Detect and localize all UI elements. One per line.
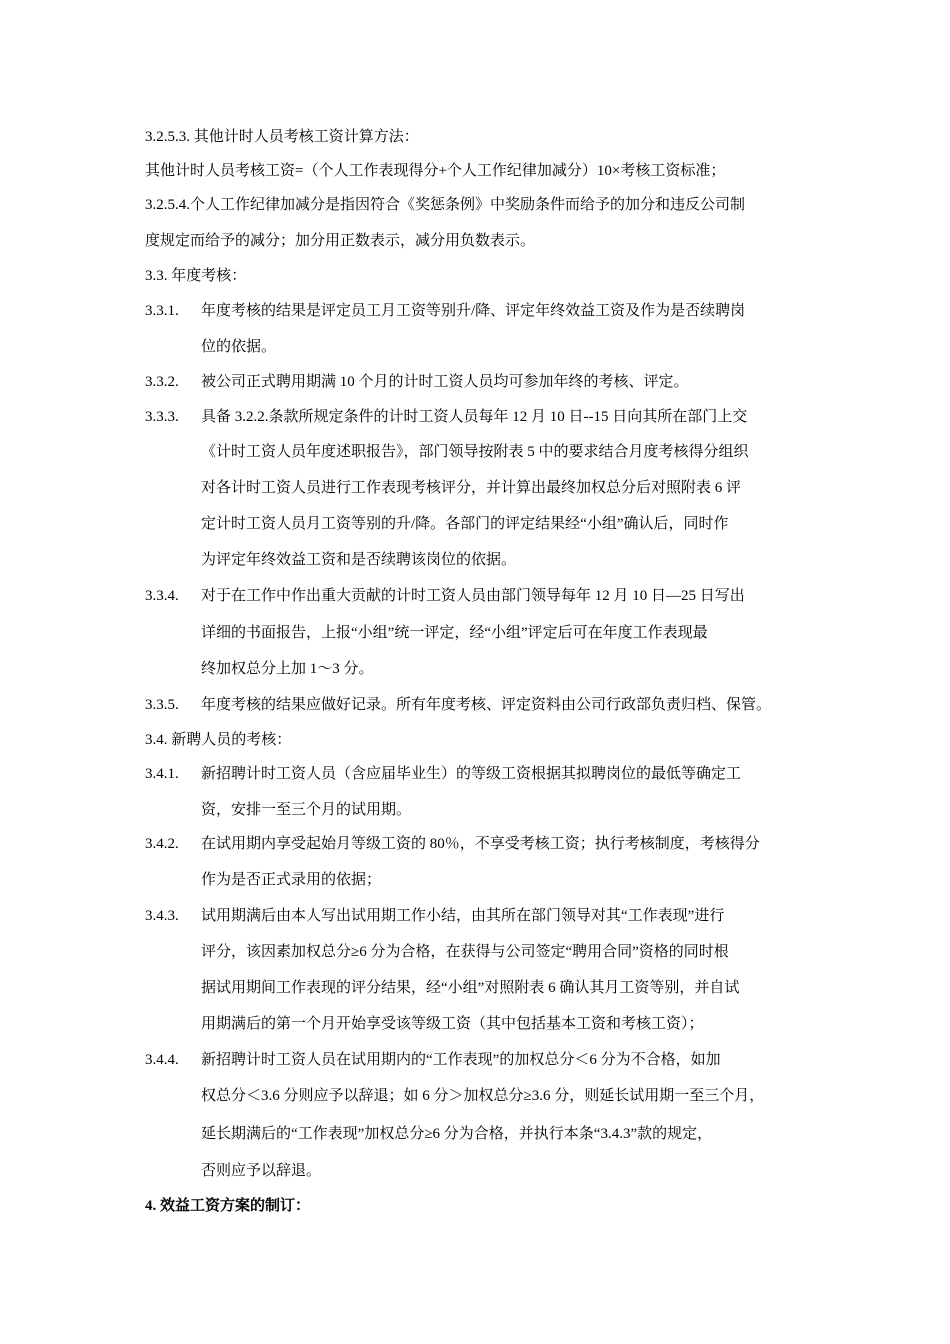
item-text-line: 定计时工资人员月工资等别的升/降。各部门的评定结果经“小组”确认后，同时作 bbox=[201, 516, 729, 532]
item-text-line: 权总分＜3.6 分则应予以辞退；如 6 分＞加权总分≥3.6 分，则延长试用期一至三个月， bbox=[201, 1088, 765, 1104]
item-number: 3.3.3. bbox=[145, 409, 179, 425]
item-text-line: 详细的书面报告，上报“小组”统一评定，经“小组”评定后可在年度工作表现最 bbox=[201, 625, 708, 641]
paragraph-3-2-5-4-cont: 度规定而给予的减分；加分用正数表示，减分用负数表示。 bbox=[145, 233, 536, 249]
item-number: 3.3.4. bbox=[145, 588, 179, 604]
item-text-line: 试用期满后由本人写出试用期工作小结，由其所在部门领导对其“工作表现”进行 bbox=[201, 908, 725, 924]
paragraph-3-2-5-4: 3.2.5.4.个人工作纪律加减分是指因符合《奖惩条例》中奖励条件而给予的加分和违反公司制 bbox=[145, 197, 746, 213]
item-text-line: 评分，该因素加权总分≥6 分为合格，在获得与公司签定“聘用合同”资格的同时根 bbox=[201, 944, 729, 960]
item-text-line: 资，安排一至三个月的试用期。 bbox=[201, 802, 412, 818]
paragraph-formula: 其他计时人员考核工资=（个人工作表现得分+个人工作纪律加减分）10×考核工资标准； bbox=[145, 163, 726, 179]
item-text-line: 对于在工作中作出重大贡献的计时工资人员由部门领导每年 12 月 10 日—25 日写出 bbox=[201, 588, 745, 604]
item-text-line: 具备 3.2.2.条款所规定条件的计时工资人员每年 12 月 10 日--15 日向其所在部门上交 bbox=[201, 409, 748, 425]
item-text-line: 终加权总分上加 1～3 分。 bbox=[201, 661, 374, 677]
paragraph-3-2-5-3: 3.2.5.3. 其他计时人员考核工资计算方法： bbox=[145, 129, 419, 145]
item-text-line: 延长期满后的“工作表现”加权总分≥6 分为合格，并执行本条“3.4.3”款的规定， bbox=[201, 1126, 713, 1142]
item-text-line: 作为是否正式录用的依据； bbox=[201, 872, 382, 888]
item-text-line: 在试用期内享受起始月等级工资的 80％，不享受考核工资；执行考核制度，考核得分 bbox=[201, 836, 760, 852]
item-number: 3.3.1. bbox=[145, 303, 179, 319]
item-number: 3.4.1. bbox=[145, 766, 179, 782]
item-text-line: 《计时工资人员年度述职报告》，部门领导按附表 5 中的要求结合月度考核得分组织 bbox=[201, 444, 749, 460]
section-3-3-heading: 3.3. 年度考核： bbox=[145, 268, 247, 284]
item-text-line: 对各计时工资人员进行工作表现考核评分，并计算出最终加权总分后对照附表 6 评 bbox=[201, 480, 742, 496]
item-text-line: 新招聘计时工资人员在试用期内的“工作表现”的加权总分＜6 分为不合格，如加 bbox=[201, 1052, 721, 1068]
item-text-line: 年度考核的结果是评定员工月工资等别升/降、评定年终效益工资及作为是否续聘岗 bbox=[201, 303, 746, 319]
section-4-heading: 4. 效益工资方案的制订： bbox=[145, 1198, 311, 1214]
item-text-line: 据试用期间工作表现的评分结果，经“小组”对照附表 6 确认其月工资等别，并自试 bbox=[201, 980, 740, 996]
item-number: 3.4.2. bbox=[145, 836, 179, 852]
item-text-line: 用期满后的第一个月开始享受该等级工资（其中包括基本工资和考核工资）； bbox=[201, 1016, 704, 1032]
item-text-line: 年度考核的结果应做好记录。所有年度考核、评定资料由公司行政部负责归档、保管。 bbox=[201, 697, 772, 713]
item-text-line: 新招聘计时工资人员（含应届毕业生）的等级工资根据其拟聘岗位的最低等确定工 bbox=[201, 766, 742, 782]
item-text-line: 位的依据。 bbox=[201, 339, 277, 355]
item-number: 3.4.4. bbox=[145, 1052, 179, 1068]
item-number: 3.3.5. bbox=[145, 697, 179, 713]
item-text-line: 为评定年终效益工资和是否续聘该岗位的依据。 bbox=[201, 552, 517, 568]
item-number: 3.3.2. bbox=[145, 374, 179, 390]
item-text-line: 被公司正式聘用期满 10 个月的计时工资人员均可参加年终的考核、评定。 bbox=[201, 374, 689, 390]
item-text-line: 否则应予以辞退。 bbox=[201, 1163, 322, 1179]
item-number: 3.4.3. bbox=[145, 908, 179, 924]
section-3-4-heading: 3.4. 新聘人员的考核： bbox=[145, 732, 292, 748]
